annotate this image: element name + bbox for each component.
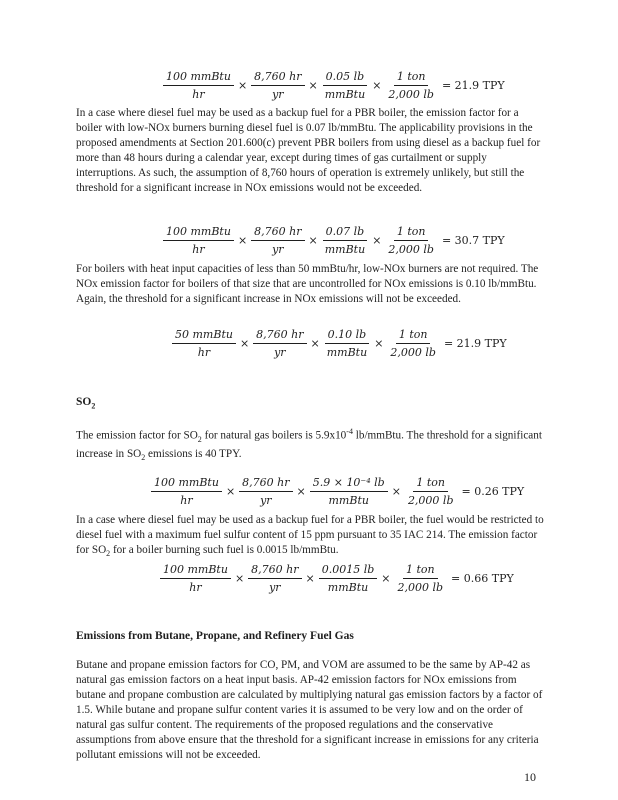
- fraction: [248, 563, 301, 594]
- denominator: hr: [192, 243, 205, 256]
- numerator: 8,760 hr: [251, 225, 304, 241]
- numerator: 1 ton: [394, 225, 429, 241]
- numerator: 8,760 hr: [251, 70, 304, 86]
- equation-result: = 21.9 TPY: [443, 337, 507, 350]
- paragraph-diesel-nox: In a case where diesel fuel may be used as a backup fuel for a PBR boiler, the emission factor for a boiler with low-NOx burners burning diesel fuel is 0.07 lb/mmBtu. The applicability provisions in the proposed amendments at Section 201.600(c) prevent PBR boilers from using diesel as a backup fuel for more than 48 hours during a calendar year, except during times of gas curtailment or supply interruptions. As such, the assumption of 8,760 hours of operation is extremely unlikely, but still the threshold for a significant increase in NOx emissions would not be exceeded.: [76, 107, 541, 194]
- denominator: hr: [180, 494, 193, 507]
- denominator: yr: [272, 88, 284, 101]
- operator: ×: [225, 485, 236, 498]
- denominator: yr: [272, 243, 284, 256]
- equation-result: = 0.26 TPY: [461, 485, 525, 498]
- operator: ×: [372, 79, 382, 92]
- fraction: [405, 476, 457, 507]
- numerator: 0.07 lb: [323, 225, 368, 241]
- operator: ×: [391, 485, 401, 498]
- numerator: 8,760 hr: [239, 476, 292, 492]
- numerator: 100 mmBtu: [151, 476, 222, 492]
- heading-butane-propane: Emissions from Butane, Propane, and Refinery Fuel Gas: [76, 630, 354, 642]
- fraction: [160, 563, 231, 594]
- numerator: 100 mmBtu: [160, 563, 231, 579]
- operator: ×: [237, 234, 248, 247]
- operator: ×: [234, 572, 245, 585]
- denominator: 2,000 lb: [397, 581, 444, 594]
- numerator: 0.10 lb: [325, 328, 370, 344]
- paragraph-so2-diesel: In a case where diesel fuel may be used as a backup fuel for a PBR boiler, the fuel would be restricted to diesel fuel with a maximum fuel sulfur content of 15 ppm pursuant to 35 IAC 214. The emission factor for $SO_2$ for a boiler burning such fuel is 0.0015 lb/mmBtu.: [76, 514, 544, 559]
- fraction: [395, 563, 447, 594]
- operator: ×: [374, 337, 384, 350]
- fraction: [251, 225, 304, 256]
- denominator: mmBtu: [324, 243, 366, 256]
- operator: ×: [239, 337, 250, 350]
- fraction: [172, 328, 236, 359]
- operator: ×: [372, 234, 382, 247]
- fraction: [319, 563, 378, 594]
- numerator: 1 ton: [394, 70, 429, 86]
- denominator: 2,000 lb: [388, 243, 434, 256]
- operator: ×: [310, 337, 320, 350]
- denominator: hr: [189, 581, 202, 594]
- denominator: yr: [269, 581, 281, 594]
- operator: ×: [305, 572, 315, 585]
- paragraph-small-boilers: For boilers with heat input capacities of less than 50 mmBtu/hr, low-NOx burners are not required. The NOx emission factor for boilers of that size that are uncontrolled for NOx emissions is 0.10 lb/mmBtu. Again, the threshold for a significant increase in NOx emissions will not be exceeded.: [76, 263, 539, 305]
- fraction: [385, 225, 437, 256]
- numerator: 1 ton: [403, 563, 438, 579]
- denominator: hr: [197, 346, 211, 359]
- numerator: 5.9 × 10⁻⁴ lb: [310, 476, 388, 492]
- fraction: [324, 328, 370, 359]
- numerator: 8,760 hr: [253, 328, 306, 344]
- numerator: 100 mmBtu: [163, 225, 234, 241]
- equation-result: = 0.66 TPY: [451, 572, 514, 585]
- page-number: 10: [524, 770, 536, 784]
- operator: ×: [296, 485, 306, 498]
- denominator: 2,000 lb: [388, 88, 434, 101]
- fraction: [322, 70, 368, 101]
- fraction: [322, 225, 368, 256]
- heading-so2: $SO_2$: [76, 396, 96, 411]
- denominator: mmBtu: [324, 88, 366, 101]
- equation-4: [151, 476, 524, 507]
- fraction: [151, 476, 222, 507]
- operator: ×: [381, 572, 391, 585]
- fraction: [253, 328, 306, 359]
- denominator: yr: [274, 346, 286, 359]
- equation-5: [160, 563, 514, 594]
- fraction: [163, 225, 234, 256]
- fraction: [163, 70, 234, 101]
- numerator: 1 ton: [396, 328, 431, 344]
- fraction: [387, 328, 439, 359]
- operator: ×: [308, 79, 318, 92]
- operator: ×: [237, 79, 248, 92]
- denominator: 2,000 lb: [407, 494, 454, 507]
- denominator: mmBtu: [328, 494, 369, 507]
- fraction: [310, 476, 388, 507]
- equation-result: = 30.7 TPY: [441, 234, 505, 247]
- paragraph-butane-propane: Butane and propane emission factors for CO, PM, and VOM are assumed to be the same by AP-42 as natural gas emission factors on a heat input basis. AP-42 emission factors for NOx emissions from butane and propane combustion are calculated by multiplying natural gas emission factors by a factor of 1.5. While butane and propane sulfur content varies it is assumed to be very low and on the order of natural gas sulfur content. The requirements of the proposed regulations and the conservative assumptions from above ensure that the threshold for a significant increase in emissions for any criteria pollutant emissions will not be exceeded.: [76, 659, 543, 761]
- fraction: [385, 70, 437, 101]
- denominator: hr: [192, 88, 205, 101]
- denominator: 2,000 lb: [390, 346, 436, 359]
- numerator: 50 mmBtu: [172, 328, 236, 344]
- equation-3: [172, 328, 507, 359]
- numerator: 100 mmBtu: [163, 70, 234, 86]
- equation-2: [163, 225, 505, 256]
- denominator: mmBtu: [327, 581, 369, 594]
- equation-result: = 21.9 TPY: [441, 79, 505, 92]
- numerator: 0.0015 lb: [319, 563, 378, 579]
- fraction: [251, 70, 304, 101]
- numerator: 1 ton: [413, 476, 448, 492]
- fraction: [239, 476, 292, 507]
- operator: ×: [308, 234, 318, 247]
- denominator: yr: [260, 494, 272, 507]
- numerator: 0.05 lb: [323, 70, 368, 86]
- equation-1: [163, 70, 505, 101]
- denominator: mmBtu: [326, 346, 368, 359]
- paragraph-so2-natural-gas: The emission factor for $SO_2$ for natural gas boilers is $5.9x10^{-4}$ lb/mmBtu. The threshold for a significant increase in $SO_2$ emissions is 40 TPY.: [76, 427, 542, 463]
- numerator: 8,760 hr: [248, 563, 301, 579]
